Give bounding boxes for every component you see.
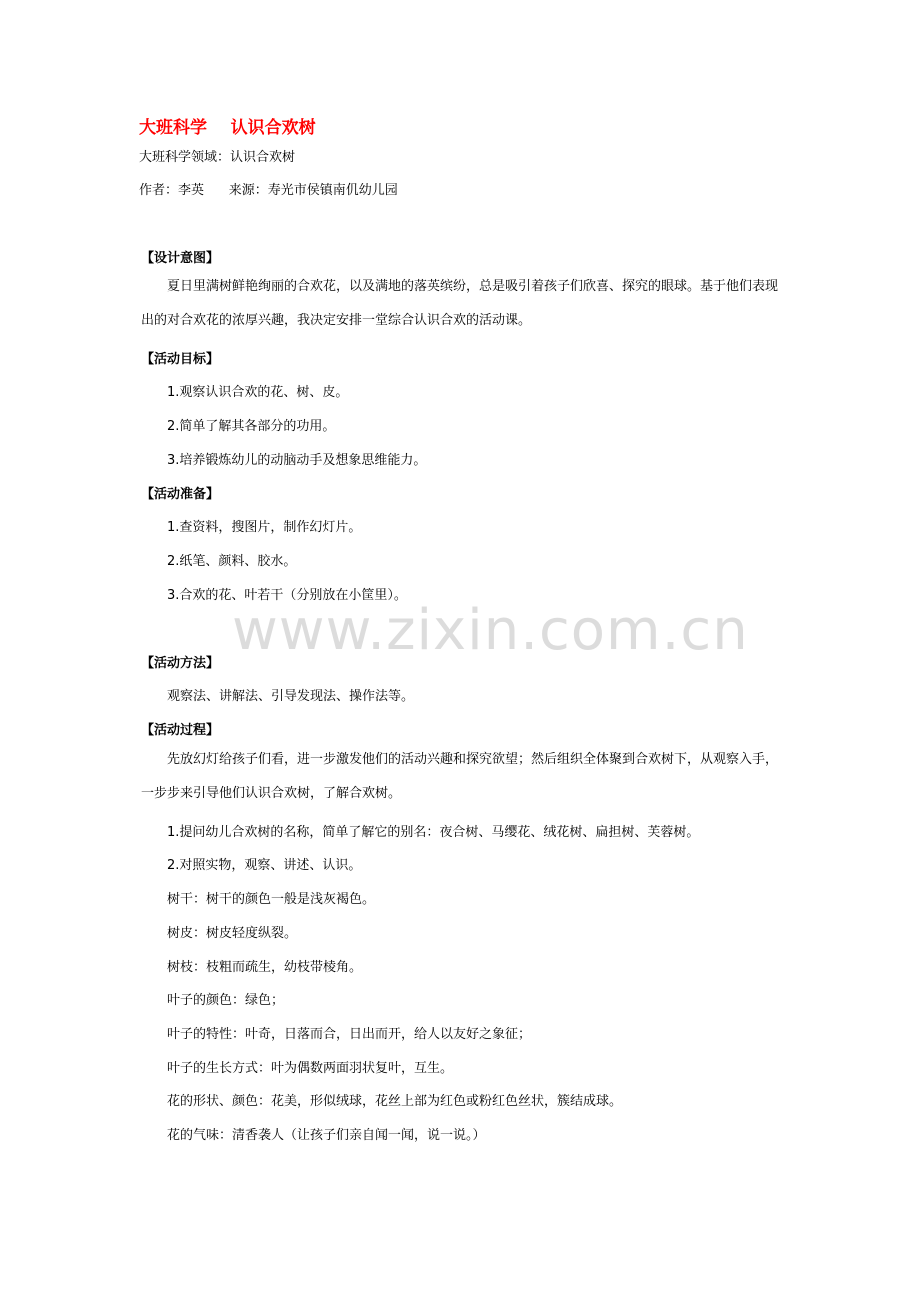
author-line: 作者：李英 来源：寿光市侯镇南仉幼儿园 bbox=[139, 183, 398, 198]
process-line: 1.提问幼儿合欢树的名称，简单了解它的别名：夜合树、马缨花、绒花树、扁担树、芙蓉树。 bbox=[167, 825, 700, 840]
watermark: www.zixin.com.cn bbox=[232, 598, 749, 663]
domain-line: 大班科学领域：认识合欢树 bbox=[139, 150, 296, 165]
process-line: 花的气味：清香袭人（让孩子们亲自闻一闻，说一说。） bbox=[167, 1128, 486, 1143]
process-line: 叶子的生长方式：叶为偶数两面羽状复叶，互生。 bbox=[167, 1061, 454, 1076]
process-line: 叶子的颜色：绿色； bbox=[167, 993, 285, 1008]
goal-heading: 【活动目标】 bbox=[141, 352, 220, 367]
process-heading: 【活动过程】 bbox=[141, 723, 220, 738]
process-line: 树枝：枝粗而疏生，幼枝带棱角。 bbox=[167, 960, 363, 975]
design-heading: 【设计意图】 bbox=[141, 251, 220, 266]
method-heading: 【活动方法】 bbox=[141, 656, 220, 671]
prep-heading: 【活动准备】 bbox=[141, 487, 220, 502]
document-title: 大班科学 认识合欢树 bbox=[139, 118, 316, 138]
process-line: 2.对照实物，观察、讲述、认识。 bbox=[167, 858, 362, 873]
process-line: 叶子的特性：叶奇，日落而合，日出而开，给人以友好之象征； bbox=[167, 1027, 532, 1042]
prep-item: 3.合欢的花、叶若干（分别放在小筐里）。 bbox=[167, 588, 407, 603]
process-intro: 先放幻灯给孩子们看，进一步激发他们的活动兴趣和探究欲望；然后组织全体聚到合欢树下，从观察入手，一步步来引导他们认识合欢树，了解合欢树。 bbox=[141, 752, 779, 801]
process-line: 花的形状、颜色：花美，形似绒球，花丝上部为红色或粉红色丝状，簇结成球。 bbox=[167, 1094, 623, 1109]
goal-item: 2.简单了解其各部分的功用。 bbox=[167, 419, 336, 434]
prep-item: 1.查资料，搜图片，制作幻灯片。 bbox=[167, 520, 362, 535]
goal-item: 1.观察认识合欢的花、树、皮。 bbox=[167, 385, 349, 400]
prep-item: 2.纸笔、颜料、胶水。 bbox=[167, 554, 297, 569]
design-paragraph: 夏日里满树鲜艳绚丽的合欢花，以及满地的落英缤纷，总是吸引着孩子们欣喜、探究的眼球。基于他们表现出的对合欢花的浓厚兴趣，我决定安排一堂综合认识合欢的活动课。 bbox=[141, 279, 779, 328]
goal-item: 3.培养锻炼幼儿的动脑动手及想象思维能力。 bbox=[167, 453, 427, 468]
process-line: 树干：树干的颜色一般是浅灰褐色。 bbox=[167, 892, 376, 907]
process-line: 树皮：树皮轻度纵裂。 bbox=[167, 926, 298, 941]
method-text: 观察法、讲解法、引导发现法、操作法等。 bbox=[167, 689, 415, 704]
